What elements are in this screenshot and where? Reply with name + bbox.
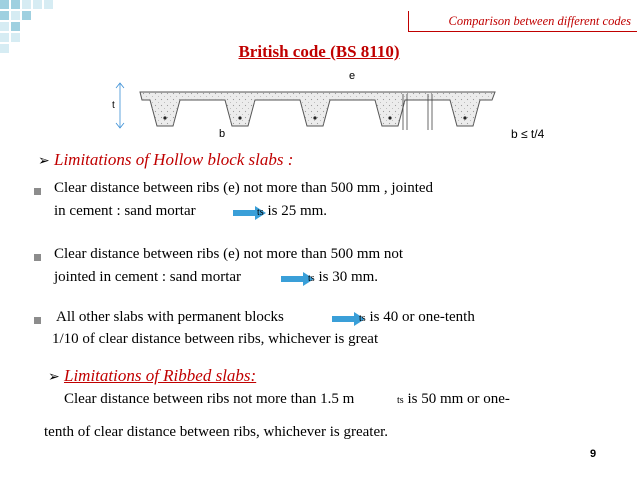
slab-cross-section [100,68,540,146]
ribbed-slab-heading [48,366,256,386]
item1-line1: Clear distance between ribs (e) not more than 500 mm , jointed [54,180,434,196]
label-b: b [219,128,226,140]
page-number: 9 [590,448,597,460]
bullet-icon [34,188,41,195]
ts-t: t [359,313,362,324]
ts-s: s [399,395,404,406]
ts-s: s [259,207,264,218]
item2-line2-text: jointed in cement : sand mortar [54,269,242,285]
bullet-icon [34,317,41,324]
ribbed-line1-text: Clear distance between ribs not more than 1.5 m [64,391,355,407]
ribbed-line2: tenth of clear distance between ribs, whichever is greater. [44,424,389,440]
ribbed-slab-heading-text: Limitations of Ribbed slabs: [63,366,257,385]
item3-line1 [56,309,475,326]
ts-t: t [308,273,311,284]
hollow-block-heading [38,150,293,170]
heading-marker-icon: ➢ [48,370,60,385]
item3-line1-text: All other slabs with permanent blocks [56,309,284,325]
ts-s: s [361,313,366,324]
ts-t: t [397,395,400,406]
item1-line2-post: is 25 mm. [263,203,328,219]
label-t: t [112,100,115,111]
label-b-condition: b ≤ t/4 [511,127,545,141]
hollow-block-heading-text: Limitations of Hollow block slabs : [53,150,294,169]
item1-line2-text: in cement : sand mortar [54,203,196,219]
label-e: e [349,70,356,82]
item2-line2-post: is 30 mm. [314,269,379,285]
ribbed-line1 [64,391,510,408]
item2-line1: Clear distance between ribs (e) not more than 500 mm not [54,246,404,262]
ribbed-line1-post: is 50 mm or one- [403,391,510,407]
item1-line2 [54,203,328,220]
bullet-icon [34,254,41,261]
page-title: British code (BS 8110) [238,42,400,61]
heading-marker-icon: ➢ [38,154,50,169]
ts-t: t [257,207,260,218]
item3-line1-post: is 40 or one-tenth [365,309,475,325]
item3-line2: 1/10 of clear distance between ribs, whichever is great [52,331,379,347]
ts-s: s [310,273,315,284]
header-text: Comparison between different codes [448,14,631,28]
item2-line2 [54,269,379,286]
header-box [408,11,637,32]
